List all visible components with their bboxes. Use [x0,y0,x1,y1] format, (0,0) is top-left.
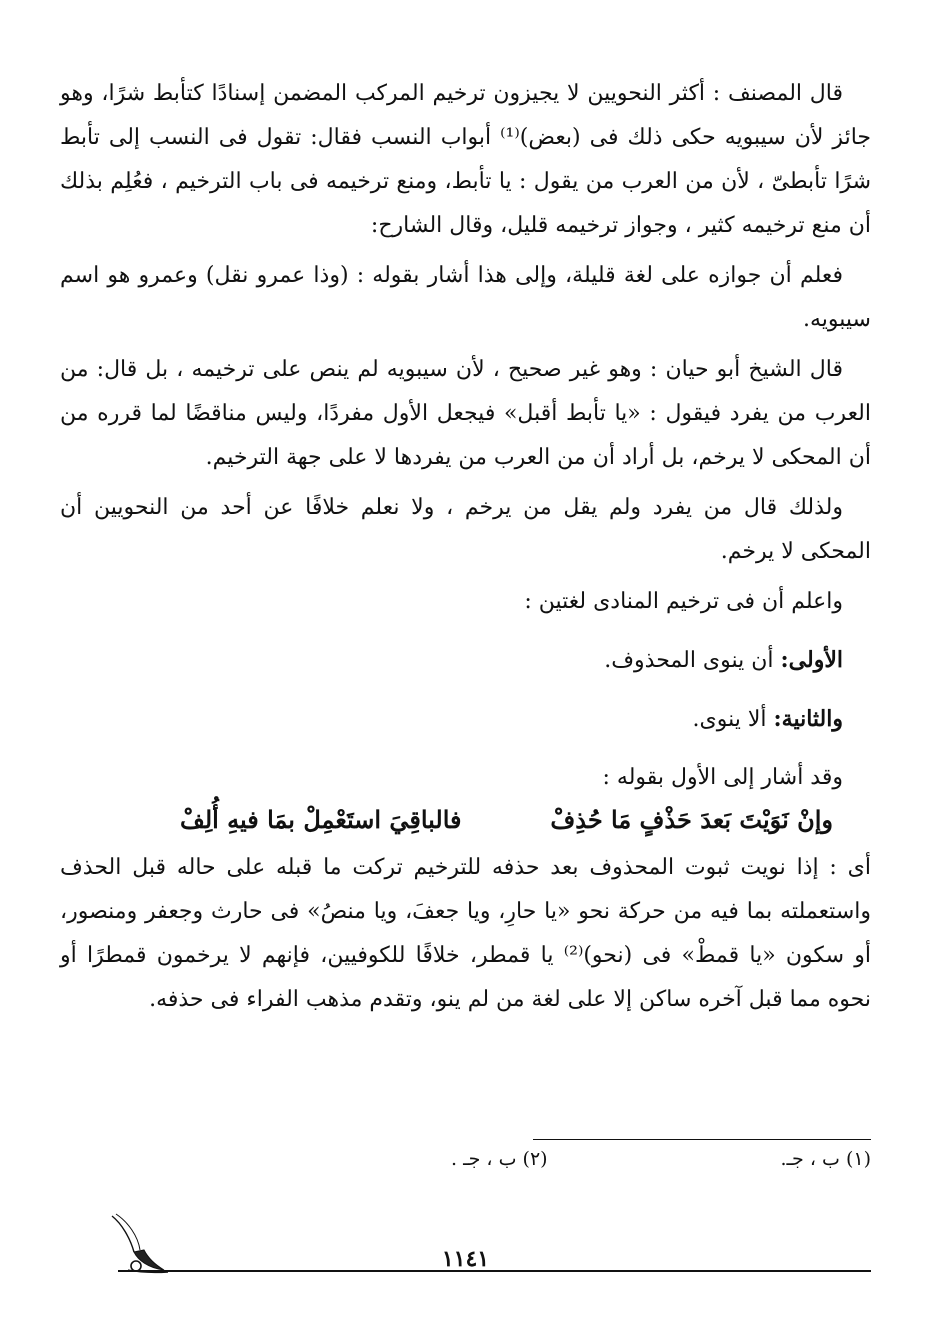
first-dialect-text: أن ينوى المحذوف. [604,648,781,673]
second-dialect-line [60,697,871,742]
first-dialect-line [60,638,871,683]
second-dialect-text: ألا ينوى. [692,707,774,732]
footnote-2: (٢) ب ، جـ . [451,1148,548,1170]
intro-line: واعلم أن فى ترخيم المنادى لغتين : [524,589,843,614]
paragraph-5: أى : إذا نويت ثبوت المحذوف بعد حذفه للترخيم تركت ما قبله على حاله قبل الحذف واستعملته بما فيه من حركة نحو «يا حارِ، ويا جعفَ، ويا منصُ» فى حارث وجعفر ومنصور، أو سكون «يا قمطْ» فى (نحو)⁽²⁾ يا قمطر، خلافًا للكوفيين، فإنهم لا يرخمون قمطرًا أو نحوه مما قبل آخره ساكن إلا على لغة من لم ينو، وتقدم مذهب الفراء فى حذفه. [60,855,871,1012]
second-dialect-label: والثانية: [773,706,843,732]
verse-intro-line: وقد أشار إلى الأول بقوله : [602,765,843,790]
verse-first-hemistich: وإنْ نَوَيْتَ بَعدَ حَذْفٍ مَا حُذِفْ [550,805,833,834]
paragraph-1: قال المصنف : أكثر النحويين لا يجيزون ترخيم المركب المضمن إسنادًا كتأبط شرًا، وهو جائز لأن سيبويه حكى ذلك فى (بعض)⁽¹⁾ أبواب النسب فقال: تقول فى النسب إلى تأبط شرًا تأبطىّ ، لأن من العرب من يقول : يا تأبط، ومنع ترخيمه فى باب الترخيم ، فعُلِم بذلك أن منع ترخيمه كثير ، وجواز ترخيمه قليل، وقال الشارح: [60,81,871,238]
first-dialect-label: الأولى: [780,647,843,673]
paragraph-4: ولذلك قال من يفرد ولم يقل من يرخم ، ولا نعلم خلافًا عن أحد من النحويين أن المحكى لا يرخم. [60,495,871,564]
footnotes [451,1148,871,1170]
paragraph-2: فعلم أن جوازه على لغة قليلة، وإلى هذا أشار بقوله : (وذا عمرو نقل) وعمرو هو اسم سيبويه. [60,263,871,332]
main-text [60,72,871,1028]
verse-second-hemistich: فالباقِيَ استَعْمِلْ بمَا فيهِ أُلِفْ [180,805,462,834]
verse [60,798,871,842]
page-number: ١١٤١ [441,1246,490,1272]
footnote-1: (١) ب ، جـ. [780,1148,871,1170]
bottom-rule [118,1270,871,1272]
paragraph-3: قال الشيخ أبو حيان : وهو غير صحيح ، لأن سيبويه لم ينص على ترخيمه ، بل قال: من العرب من يفرد فيقول : «يا تأبط أقبل» فيجعل الأول مفردًا، وليس مناقضًا لما قرره من أن المحكى لا يرخم، بل أراد أن من العرب من يفردها لا على جهة الترخيم. [60,357,871,470]
footnote-divider [533,1139,871,1140]
